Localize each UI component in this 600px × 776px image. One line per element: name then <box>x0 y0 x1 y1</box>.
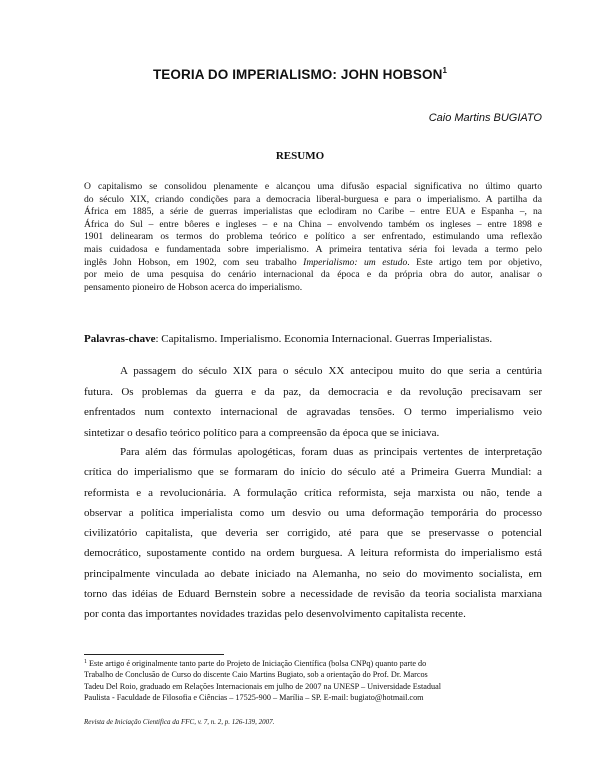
paragraph-line: reformista e a revolucionária. A formulação crítica reformista, seja marxista ou não, tende a <box>84 486 542 499</box>
footnote-line: Paulista - Faculdade de Filosofia e Ciências – 17525-900 – Marília – SP. E-mail: bugiato@hotmail.com <box>84 693 424 703</box>
abstract-line: O capitalismo se consolidou plenamente e alcançou uma difusão espacial significativa no último quarto <box>84 181 542 192</box>
abstract-line: mais cuidadosa e fundamentada sobre imperialismo. A primeira tentativa séria foi levada a termo pelo <box>84 243 542 255</box>
paragraph-line: civilizatório capitalista, que deveria ser corrigido, até para que se preservasse o potencial <box>84 527 542 540</box>
body-paragraph-2 <box>84 442 542 625</box>
author-name: Caio Martins BUGIATO <box>428 112 542 124</box>
paragraph-line: Para além das fórmulas apologéticas, foram duas as principais vertentes de interpretação <box>120 446 542 458</box>
abstract-line-with-title <box>84 257 542 270</box>
paragraph-line: futura. Os problemas da guerra e da paz, da democracia e da revolução precisavam ser <box>84 385 542 398</box>
paragraph-line: enfrentados num contexto internacional de agravadas tensões. O termo imperialismo veio <box>84 406 542 418</box>
footnote <box>84 657 524 704</box>
footnote-line: Tadeu Del Roio, graduado em Relações Internacionais em julho de 2007 na UNESP – Universidade Estadual <box>84 681 442 691</box>
keywords-list: : Capitalismo. Imperialismo. Economia Internacional. Guerras Imperialistas. <box>155 333 493 345</box>
abstract-line: África em 1885, a série de guerras imperialistas que eclodiram no Caribe – entre EUA e Espanha –, na <box>84 206 542 218</box>
abstract-text: inglês John Hobson, em 1902, com seu trabalho <box>84 256 304 268</box>
abstract-heading: RESUMO <box>275 150 325 162</box>
abstract-block <box>84 181 542 294</box>
title-text: TEORIA DO IMPERIALISMO: JOHN HOBSON <box>152 67 443 82</box>
body-paragraph-1 <box>84 361 542 443</box>
title-footnote-marker[interactable]: 1 <box>442 66 448 75</box>
paragraph-line: principalmente vinculada ao debate iniciado na Alemanha, no seio do movimento socialista, em <box>84 567 542 580</box>
keywords <box>84 333 544 345</box>
abstract-text: . Este artigo tem por objetivo, <box>407 256 542 268</box>
footnote-marker: 1 <box>84 659 87 665</box>
paragraph-line: observar a política imperialista como um desvio ou uma deformação temporária do processo <box>84 506 542 519</box>
abstract-line: África do Sul – entre bôeres e ingleses – e na China – envolvendo também os ingleses – entre 1898 e <box>84 218 542 230</box>
footnote-text: Este artigo é originalmente tanto parte do Projeto de Iniciação Científica (bolsa CNPq) quanto parte do <box>87 659 427 668</box>
paragraph-line: democrático, supostamente contido na ordem burguesa. A leitura reformista do imperialismo está <box>84 547 542 560</box>
cited-work-title: Imperialismo: um estudo <box>303 256 408 268</box>
abstract-line: pensamento pioneiro de Hobson acerca do imperialismo. <box>84 281 303 293</box>
abstract-line: 1901 delinearam os termos do problema teórico e político a ser enfrentado, estimulando uma reflexão <box>84 231 542 243</box>
abstract-line: por meio de uma pesquisa do cenário internacional da época e da própria obra do autor, analisar o <box>84 269 542 281</box>
footnote-divider <box>84 654 224 655</box>
article-title <box>0 66 600 82</box>
footnote-line <box>84 657 524 669</box>
abstract-line: do século XIX, criando condições para a democracia liberal-burguesa e para o imperialismo. A partilha da <box>84 193 542 205</box>
journal-reference: Revista de Iniciação Científica da FFC, v. 7, n. 2, p. 126-139, 2007. <box>84 718 275 726</box>
paragraph-line: crítica do imperialismo que se formaram do início do século até a Primeira Guerra Mundial: a <box>84 466 542 479</box>
keywords-label: Palavras-chave <box>84 333 156 345</box>
paragraph-line: sintetizar o desafio teórico político para a compreensão da época que se iniciava. <box>84 426 440 439</box>
paragraph-line: A passagem do século XIX para o século XX antecipou muito do que seria a centúria <box>120 365 542 377</box>
paragraph-line: torno das idéias de Eduard Bernstein sobre a necessidade de revisão da teoria socialista marxiana <box>84 588 542 601</box>
footnote-line: Trabalho de Conclusão de Curso do discente Caio Martins Bugiato, sob a orientação do Prof. Dr. Marcos <box>84 670 428 680</box>
paragraph-line: por conta das importantes novidades trazidas pelo desenvolvimento capitalista recente. <box>84 608 466 621</box>
